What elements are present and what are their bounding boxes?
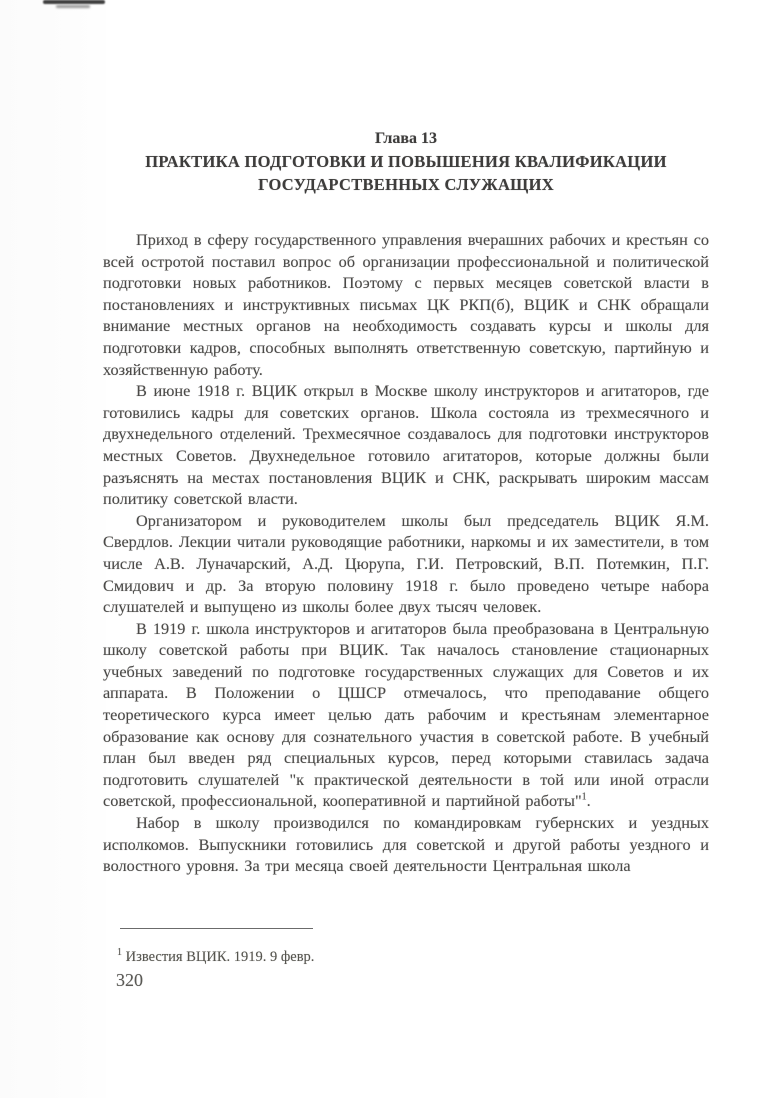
footnote-marker: 1: [117, 947, 122, 959]
footnote-ref: 1: [581, 792, 587, 804]
chapter-title: [103, 150, 709, 196]
paragraph: В 1919 г. школа инструкторов и агитаторов была преобразована в Центральную школу советской работы при ВЦИК. Так началось становление стационарных учебных заведений по подготовке государственных служащих для Советов и их аппарата. В Положении о ЦШСР отмечалось, что преподавание общего теоретического курса имеет целью дать рабочим и крестьянам элементарное образование как основу для сознательного участия в советской работе. В учебный план был введен ряд специальных курсов, перед которыми ставилась задача подготовить слушателей "к практической деятельности в той или иной отрасли советской, профессиональной, кооперативной и партийной работы"$^1$.: [103, 618, 709, 811]
scan-artifact: [56, 5, 90, 8]
text-block: [103, 128, 709, 877]
chapter-title-line1: ПРАКТИКА ПОДГОТОВКИ И ПОВЫШЕНИЯ КВАЛИФИКАЦИИ: [145, 152, 667, 171]
chapter-label: Глава 13: [375, 130, 437, 147]
body-text: [103, 229, 709, 877]
paragraph: Приход в сферу государственного управления вчерашних рабочих и крестьян со всей остротой поставил вопрос об организации профессиональной и политической подготовки новых работников. Поэтому с первых месяцев советской власти в постановлениях и инструктивных письмах ЦК РКП(б), ВЦИК и СНК обращали внимание местных органов на необходимость создавать курсы и школы для подготовки кадров, способных выполнять ответственную советскую, партийную и хозяйственную работу.: [103, 230, 709, 379]
footnote-text: Известия ВЦИК. 1919. 9 февр.: [125, 949, 315, 965]
scan-artifact: [43, 0, 105, 4]
footnote: [117, 949, 314, 966]
page-number: 320: [116, 970, 143, 990]
paragraph: Организатором и руководителем школы был председатель ВЦИК Я.М. Свердлов. Лекции читали руководящие работники, наркомы и их заместители, в том числе А.В. Луначарский, А.Д. Цюрупа, Г.И. Петровский, В.П. Потемкин, П.Г. Смидович и др. За вторую половину 1918 г. было проведено четыре набора слушателей и выпущено из школы более двух тысяч человек.: [103, 510, 709, 617]
footnote-separator: [120, 928, 313, 929]
paragraph: Набор в школу производился по командировкам губернских и уездных исполкомов. Выпускники готовились для советской и другой работы уездного и волостного уровня. За три месяца своей деятельности Центральная школа: [103, 813, 709, 876]
paragraph: В июне 1918 г. ВЦИК открыл в Москве школу инструкторов и агитаторов, где готовились кадры для советских органов. Школа состояла из трехмесячного и двухнедельного отделений. Трехмесячное создавалось для подготовки инструкторов местных Советов. Двухнедельное готовило агитаторов, которые должны были разъяснять на местах постановления ВЦИК и СНК, раскрывать широким массам политику советской власти.: [103, 381, 709, 509]
page-edge-shading: [0, 0, 106, 1098]
chapter-title-line2: ГОСУДАРСТВЕННЫХ СЛУЖАЩИХ: [258, 175, 554, 194]
